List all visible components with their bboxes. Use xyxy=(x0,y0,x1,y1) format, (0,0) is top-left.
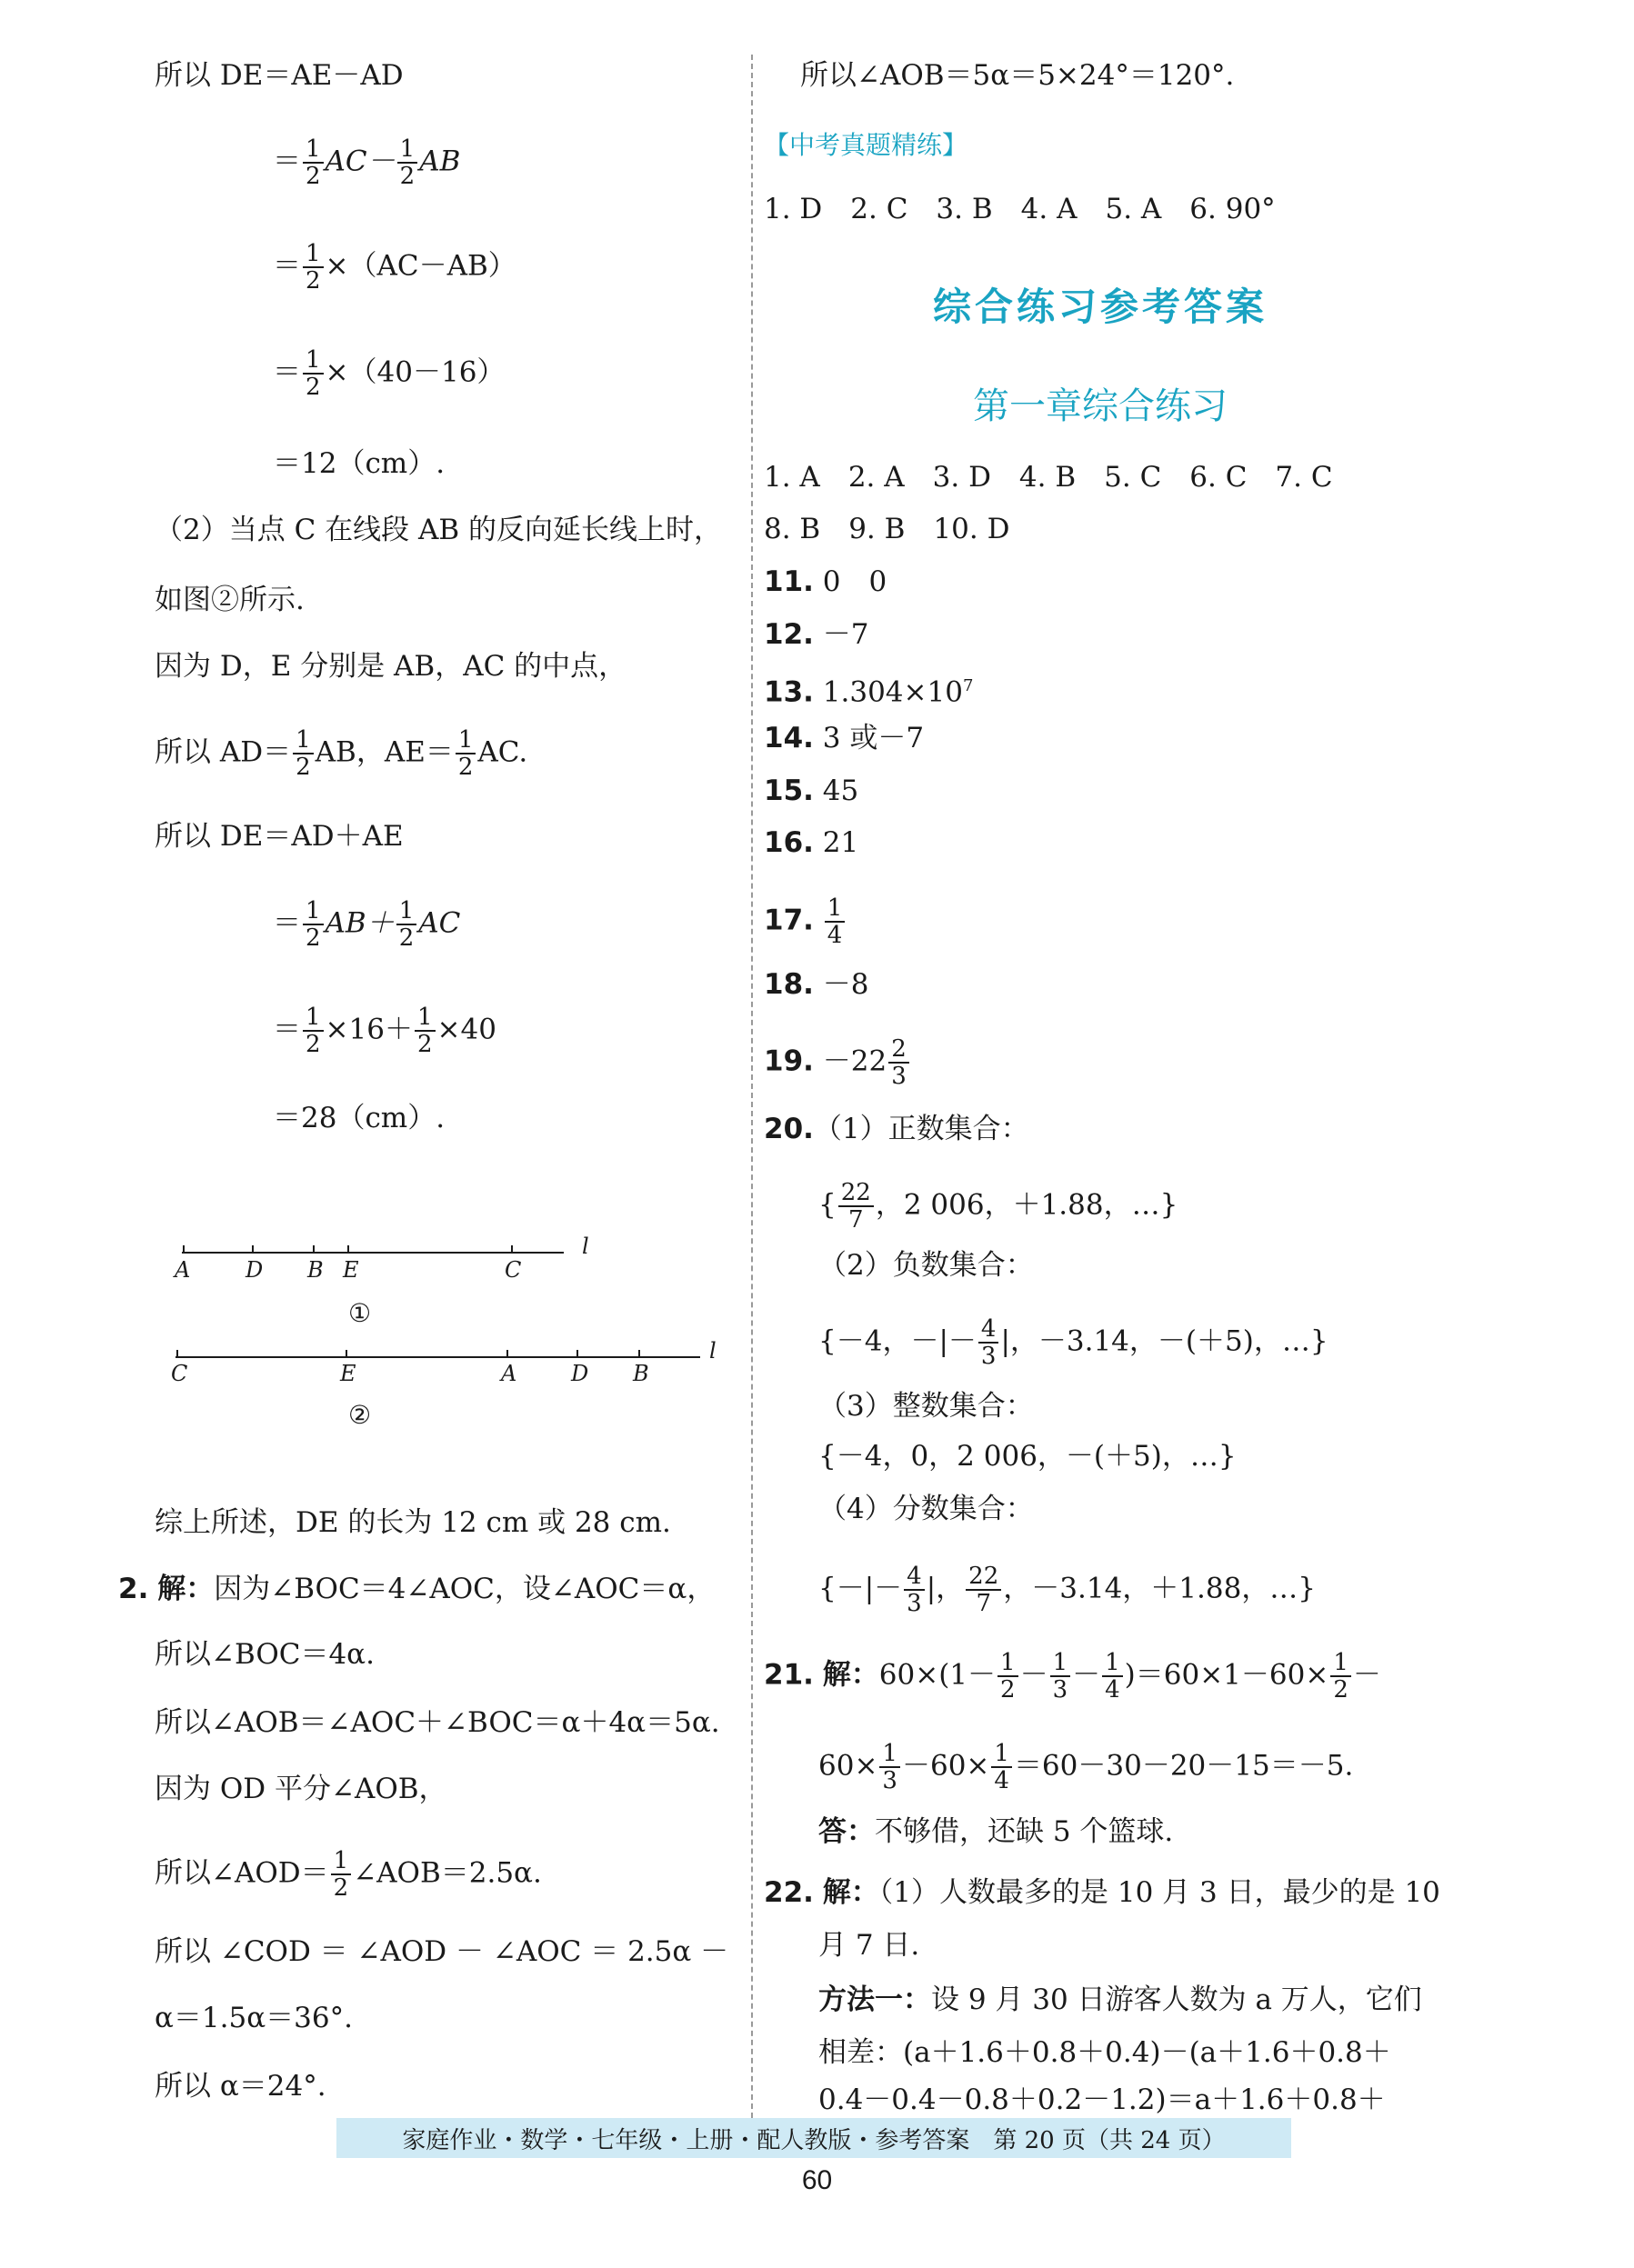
diagram-1-line xyxy=(173,1236,591,1264)
column-divider xyxy=(751,55,753,2127)
diagram-2-label-e: E xyxy=(340,1361,356,1386)
q2-line-5: 所以∠AOD＝ $\frac{1}{2}$ ∠AOB＝2.5α. xyxy=(155,1847,542,1902)
diagram-1-label-b: B xyxy=(307,1257,324,1283)
diagram-2-label-a: A xyxy=(501,1361,517,1386)
exam-answers: 1. D 2. C 3. B 4. A 5. A 6. 90° xyxy=(764,193,1276,225)
diagram-2-line xyxy=(168,1341,714,1368)
left-line-13: ＝28（cm）. xyxy=(273,1102,446,1134)
diagram-1-label-e: E xyxy=(343,1257,359,1283)
diagram-1-label-a: A xyxy=(175,1257,191,1283)
answer-11: 11. 0 0 xyxy=(764,565,887,598)
q2-line-2: 所以∠BOC＝4α. xyxy=(155,1638,375,1671)
q2-line-8: 所以 α＝24°. xyxy=(155,2070,326,2103)
q2-line-6: 所以 ∠COD ＝ ∠AOD － ∠AOC ＝ 2.5α － xyxy=(155,1935,729,1968)
q2-line-1: 2. 解：因为∠BOC＝4∠AOC，设∠AOC＝α， xyxy=(118,1573,716,1605)
answer-17: 17. $\frac{1}{4}$ xyxy=(764,895,847,948)
answer-15: 15. 45 xyxy=(764,774,859,807)
answer-21-line-1: 21. 解：60×(1－ $\frac{1}{2}$ － $\frac{1}{3}$ － $\frac{1}{4}$ )＝60×1－60× $\frac{1}{2}$ － xyxy=(764,1649,1381,1703)
left-line-1: 所以 DE＝AE－AD xyxy=(155,59,404,92)
answer-18: 18. －8 xyxy=(764,968,869,1001)
diagram-1-caption: ① xyxy=(348,1298,372,1328)
answer-12: 12. －7 xyxy=(764,618,869,651)
answer-21-conclusion: 答：不够借，还缺 5 个篮球. xyxy=(818,1815,1174,1848)
left-line-5: ＝12（cm）. xyxy=(273,447,446,480)
left-line-11: ＝ $\frac{1}{2}$ AB＋ $\frac{1}{2}$ AC xyxy=(273,897,461,952)
diagram-2-axis-label: l xyxy=(709,1338,717,1364)
left-line-12: ＝ $\frac{1}{2}$ ×16＋ $\frac{1}{2}$ ×40 xyxy=(273,1004,496,1058)
answer-20-part-1: 20.（1）正数集合： xyxy=(764,1113,1029,1145)
q2-line-3: 所以∠AOB＝∠AOC＋∠BOC＝α＋4α＝5α. xyxy=(155,1706,720,1739)
left-line-6: （2）当点 C 在线段 AB 的反向延长线上时， xyxy=(155,514,723,546)
diagram-1-label-c: C xyxy=(505,1257,522,1283)
answer-22-line-2: 月 7 日. xyxy=(818,1929,920,1962)
diagram-2-label-d: D xyxy=(571,1361,589,1386)
answer-22-line-1: 22. 解：（1）人数最多的是 10 月 3 日，最少的是 10 xyxy=(764,1876,1440,1909)
answer-19: 19. －22 $\frac{2}{3}$ xyxy=(764,1036,911,1089)
footer-bar xyxy=(336,2118,1291,2158)
answer-20-part-2: （2）负数集合： xyxy=(818,1249,1034,1282)
answers-row-1: 1. A 2. A 3. D 4. B 5. C 6. C 7. C xyxy=(764,461,1333,494)
left-line-2: ＝ $\frac{1}{2}$ AC－ $\frac{1}{2}$ AB xyxy=(273,135,461,190)
left-line-8: 因为 D，E 分别是 AB，AC 的中点， xyxy=(155,650,627,683)
answer-14: 14. 3 或－7 xyxy=(764,722,925,754)
left-line-7: 如图②所示. xyxy=(155,584,305,616)
answer-20-set-3: {－4，0，2 006，－(＋5)，…} xyxy=(818,1440,1237,1473)
answers-row-2: 8. B 9. B 10. D xyxy=(764,513,1010,545)
q2-line-4: 因为 OD 平分∠AOB， xyxy=(155,1773,447,1805)
answer-20-part-3: （3）整数集合： xyxy=(818,1390,1034,1423)
answer-20-set-2: {－4，－|－ $\frac{4}{3}$ |，－3.14，－(＋5)，…} xyxy=(818,1315,1328,1370)
left-line-3: ＝ $\frac{1}{2}$ ×（AC－AB） xyxy=(273,240,516,295)
title-main: 综合练习参考答案 xyxy=(932,285,1268,329)
q2-line-7: α＝1.5α＝36°. xyxy=(155,2002,353,2034)
answer-13: 13. $1.304\times 10^7$ xyxy=(764,675,974,709)
page-number: 60 xyxy=(801,2165,833,2195)
left-line-9: 所以 AD＝ $\frac{1}{2}$ AB，AE＝ $\frac{1}{2}$ AC. xyxy=(155,726,528,781)
answer-21-line-2: 60× $\frac{1}{3}$ －60× $\frac{1}{4}$ ＝60－30－20－15＝－5. xyxy=(818,1740,1354,1794)
answer-20-set-4: {－|－ $\frac{4}{3}$ |， $\frac{22}{7}$ ，－3.14，＋1.88，…} xyxy=(818,1563,1317,1617)
title-chapter: 第一章综合练习 xyxy=(973,385,1228,427)
diagram-1-axis-label: l xyxy=(582,1234,589,1259)
diagram-2-caption: ② xyxy=(348,1400,372,1430)
left-line-14: 综上所述，DE 的长为 12 cm 或 28 cm. xyxy=(155,1506,671,1539)
answer-20-part-4: （4）分数集合： xyxy=(818,1493,1034,1525)
diagram-2-label-c: C xyxy=(171,1361,188,1386)
left-line-10: 所以 DE＝AD＋AE xyxy=(155,820,404,853)
answer-22-line-4: 0.4－0.4－0.8＋0.2－1.2)＝a＋1.6＋0.8＋ xyxy=(818,2083,1386,2116)
answer-16: 16. 21 xyxy=(764,826,859,859)
answer-20-set-1: { $\frac{22}{7}$ ，2 006，＋1.88，…} xyxy=(818,1179,1178,1234)
answer-22-method: 方法一：设 9 月 30 日游客人数为 a 万人，它们 xyxy=(818,1983,1422,2016)
diagram-2-label-b: B xyxy=(633,1361,649,1386)
diagram-1-label-d: D xyxy=(246,1257,264,1283)
right-line-1: 所以∠AOB＝5α＝5×24°＝120°. xyxy=(800,59,1235,92)
section-tag: 【中考真题精练】 xyxy=(764,130,968,160)
footer-text: 家庭作业・数学・七年级・上册・配人教版・参考答案 第 20 页（共 24 页） xyxy=(402,2127,1226,2154)
answer-22-line-3: 相差：(a＋1.6＋0.8＋0.4)－(a＋1.6＋0.8＋ xyxy=(818,2036,1391,2069)
left-line-4: ＝ $\frac{1}{2}$ ×（40－16） xyxy=(273,346,506,401)
